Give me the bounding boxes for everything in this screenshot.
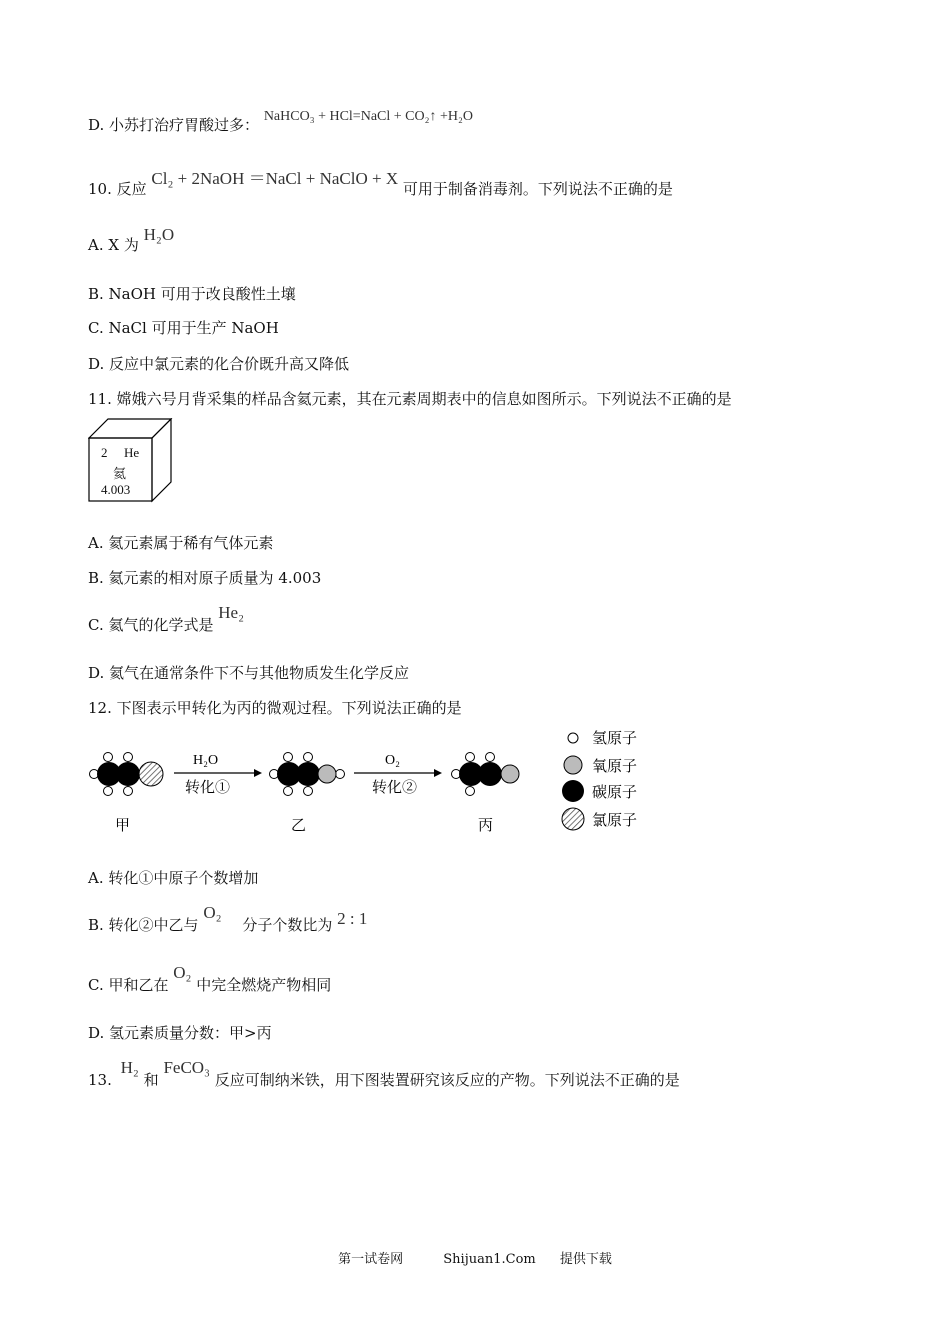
q10-option-b: B. NaOH 可用于改良酸性土壤: [88, 285, 296, 303]
q11-option-c: [88, 603, 245, 635]
q11-stem: 11. 嫦娥六号月背采集的样品含氦元素，其在元素周期表中的信息如图所示。下列说法不正确的是: [88, 390, 732, 408]
legend-oxygen-label: 氧原子: [592, 757, 638, 775]
q13-formula-2: FeCO₃: [163, 1058, 210, 1077]
q13-formula-1: H₂: [120, 1058, 139, 1077]
q11-option-a: A. 氦元素属于稀有气体元素: [88, 534, 274, 552]
molecule-jia: [90, 753, 164, 796]
element-mass: 4.003: [101, 482, 131, 497]
q12-option-c: [88, 963, 332, 995]
q12-option-c-suffix: 中完全燃烧产物相同: [196, 976, 332, 994]
legend-oxygen-icon: [564, 756, 582, 774]
footer-note: 提供下载: [559, 1252, 612, 1267]
q10-stem: [88, 169, 673, 199]
element-cell-helium: [88, 418, 178, 508]
q9-option-d-equation: NaHCO₃ + HCl=NaCl + CO₂↑ +H₂O: [263, 109, 473, 124]
q10-option-a-text: A. X 为: [88, 236, 139, 254]
legend-carbon-label: 碳原子: [592, 783, 638, 801]
legend-hydrogen-label: 氢原子: [592, 730, 638, 747]
arrow-conversion-1: [174, 769, 262, 777]
q10-suffix: 可用于制备消毒剂。下列说法不正确的是: [402, 180, 673, 198]
legend-chlorine-icon: [562, 808, 584, 830]
q13-suffix: 反应可制纳米铁，用下图装置研究该反应的产物。下列说法不正确的是: [214, 1071, 680, 1089]
q11-option-c-text: C. 氦气的化学式是: [88, 616, 214, 634]
element-symbol: He: [124, 445, 140, 460]
molecule-bing: [452, 753, 520, 796]
molecule-yi: [270, 753, 345, 796]
q12-option-c-text: C. 甲和乙在: [88, 976, 169, 994]
page-footer: [0, 1248, 950, 1267]
q13-and: 和: [143, 1071, 159, 1089]
q10-option-a: [88, 225, 175, 255]
q13-stem: [88, 1058, 680, 1090]
legend-hydrogen-icon: [568, 733, 578, 743]
q12-option-a: A. 转化①中原子个数增加: [88, 869, 259, 887]
q11-option-b: B. 氦元素的相对原子质量为 4.003: [88, 569, 322, 587]
q10-option-d: D. 反应中氯元素的化合价既升高又降低: [88, 355, 350, 373]
arrow1-reagent: H₂O: [193, 753, 219, 768]
q9-option-d: [88, 109, 473, 135]
q11-option-d: D. 氦气在通常条件下不与其他物质发生化学反应: [88, 664, 410, 682]
q12-reaction-diagram: [88, 730, 648, 840]
q12-stem: 12. 下图表示甲转化为丙的微观过程。下列说法正确的是: [88, 699, 462, 717]
legend-chlorine-label: 氯原子: [592, 811, 638, 829]
label-yi: 乙: [291, 816, 307, 834]
q12-option-b-mid: 分子个数比为: [242, 916, 333, 934]
q9-option-d-text: D. 小苏打治疗胃酸过多：: [88, 116, 260, 134]
element-name: 氦: [113, 466, 127, 481]
q10-prefix: 10. 反应: [88, 180, 147, 198]
footer-site: 第一试卷网: [338, 1252, 404, 1267]
q10-equation: Cl₂ + 2NaOH ＝NaCl + NaClO + X: [151, 169, 399, 188]
q10-option-a-formula: H₂O: [143, 225, 175, 244]
arrow2-label: 转化②: [372, 778, 418, 796]
q12-option-b-text: B. 转化②中乙与: [88, 916, 199, 934]
legend: [562, 730, 637, 830]
arrow-conversion-2: [354, 769, 442, 777]
arrow1-label: 转化①: [185, 778, 231, 796]
element-number: 2: [101, 445, 108, 460]
q12-option-b-formula: O₂: [203, 903, 222, 922]
q12-option-b: [88, 903, 368, 935]
q12-option-d: D. 氢元素质量分数：甲>丙: [88, 1024, 272, 1042]
q13-prefix: 13.: [88, 1071, 112, 1089]
q10-option-c: C. NaCl 可用于生产 NaOH: [88, 319, 279, 337]
q12-option-c-formula: O₂: [173, 963, 192, 982]
q12-option-b-ratio: 2 : 1: [337, 909, 368, 928]
legend-carbon-icon: [562, 780, 584, 802]
footer-domain: Shijuan1.Com: [443, 1252, 536, 1267]
label-bing: 丙: [478, 816, 494, 834]
q11-option-c-formula: He₂: [218, 603, 245, 622]
label-jia: 甲: [115, 816, 131, 834]
arrow2-reagent: O₂: [385, 753, 400, 768]
